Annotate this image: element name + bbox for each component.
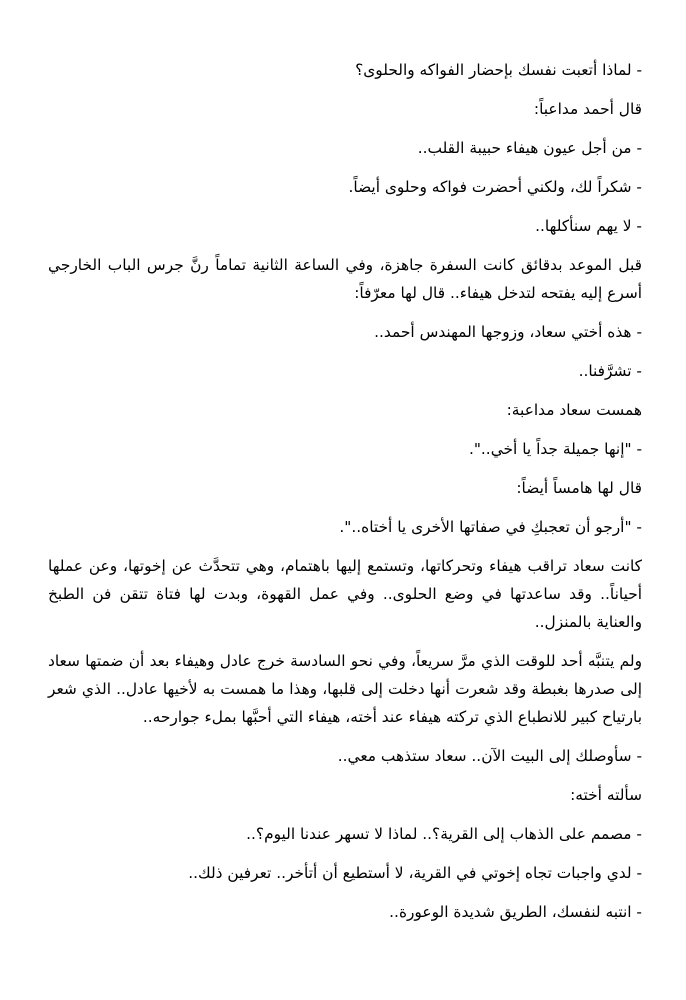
dialogue-line: - انتبه لنفسك، الطريق شديدة الوعورة.. [389, 903, 642, 921]
dialogue-line: - "إنها جميلة جداً يا أخي..". [468, 440, 642, 458]
narration-paragraph: كانت سعاد تراقب هيفاء وتحركاتها، وتستمع إليها باهتمام، وهي تتحدَّث عن إخوتها، وعن عملها أحياناً.. وقد ساعدتها في وضع الحلوى.. وفي عمل القهوة، وبدت لها فتاة تتقن فن الطبخ والعناية بالمنزل.. [48, 557, 642, 631]
narration-line: همست سعاد مداعبة: [506, 401, 642, 419]
dialogue-line: - سأوصلك إلى البيت الآن.. سعاد ستذهب معي.. [337, 747, 642, 765]
dialogue-line: - هذه أختي سعاد، وزوجها المهندس أحمد.. [374, 323, 642, 341]
narration-paragraph: ولم يتنبَّه أحد للوقت الذي مرَّ سريعاً، وفي نحو السادسة خرج عادل وهيفاء بعد أن ضمتها سعاد إلى صدرها بغبطة وقد شعرت أنها دخلت إلى قلبها، وهذا ما همست به لأخيها عادل.. الذي شعر بارتياح كبير للانطباع الذي تركته هيفاء عند أخته، هيفاء التي أحبَّها بملء جوارحه.. [48, 652, 642, 726]
dialogue-line: - تشرَّفنا.. [578, 362, 642, 380]
dialogue-line: - من أجل عيون هيفاء حبيبة القلب.. [417, 139, 642, 157]
dialogue-line: - لا يهم سنأكلها.. [535, 217, 642, 235]
dialogue-line: - شكراً لك، ولكني أحضرت فواكه وحلوى أيضاً. [348, 178, 642, 196]
dialogue-line: - لماذا أتعبت نفسك بإحضار الفواكه والحلوى؟ [355, 61, 642, 79]
dialogue-line: - لدي واجبات تجاه إخوتي في القرية، لا أستطيع أن أتأخر.. تعرفين ذلك.. [188, 864, 642, 882]
dialogue-line: - "أرجو أن تعجبكِ في صفاتها الأخرى يا أختاه..". [339, 518, 642, 536]
narration-paragraph: قبل الموعد بدقائق كانت السفرة جاهزة، وفي الساعة الثانية تماماً رنَّ جرس الباب الخارجي أسرع إليه يفتحه لتدخل هيفاء.. قال لها معرّفاً: [48, 256, 642, 302]
dialogue-line: - مصمم على الذهاب إلى القرية؟.. لماذا لا تسهر عندنا اليوم؟.. [246, 825, 642, 843]
narration-line: قال أحمد مداعباً: [533, 100, 642, 118]
page-text [48, 56, 642, 937]
narration-line: قال لها هامساً أيضاً: [516, 479, 642, 497]
narration-line: سألته أخته: [570, 786, 642, 804]
